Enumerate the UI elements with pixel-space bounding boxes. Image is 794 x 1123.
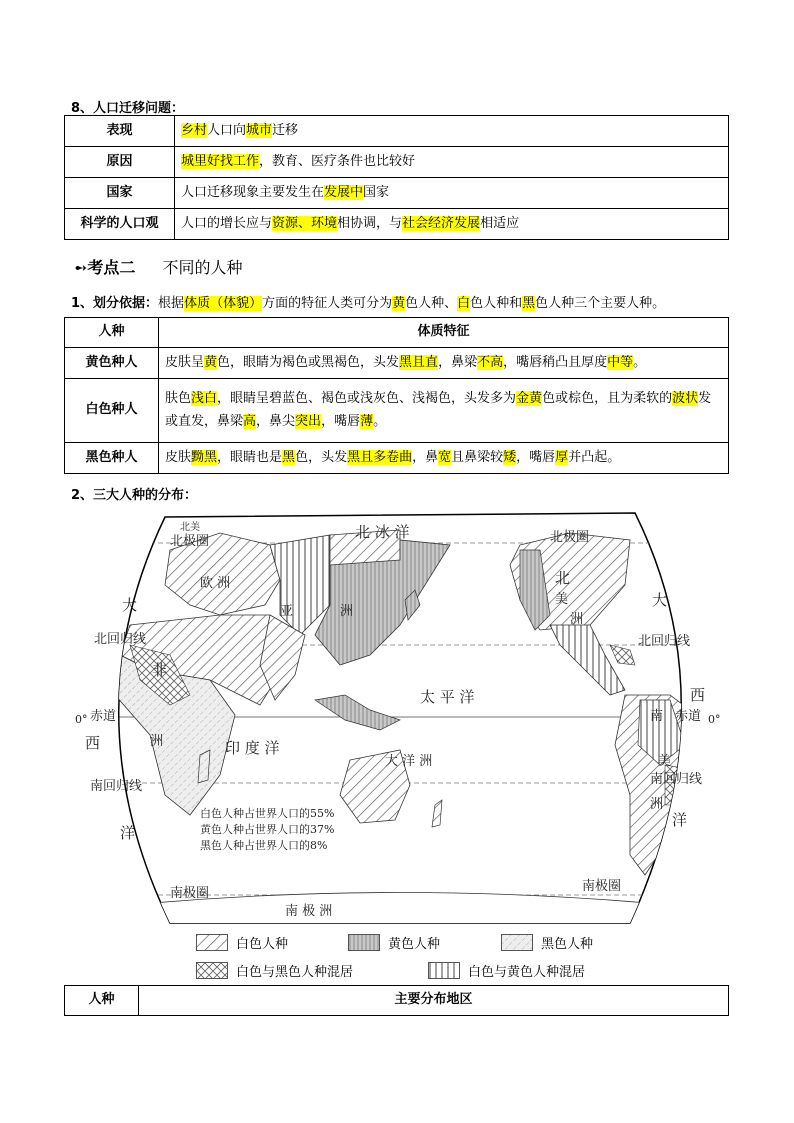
row-value xyxy=(175,116,729,147)
legend-label: 白色与黄色人种混居 xyxy=(468,965,586,980)
legend-black xyxy=(501,933,593,952)
highlighted-text: 城市 xyxy=(246,122,273,138)
table-row xyxy=(65,209,729,240)
highlighted-text: 体质（体貌） xyxy=(184,296,263,311)
label-da-left: 大 xyxy=(122,596,138,614)
label-sa-nan: 南 xyxy=(650,709,664,724)
section-title: 考点二 xyxy=(87,258,136,277)
world-race-map xyxy=(70,505,730,930)
text-segment: 皮肤 xyxy=(165,449,192,465)
label-na-mei: 美 xyxy=(555,592,569,607)
highlighted-text: 厚 xyxy=(555,449,569,465)
text-segment: ，眼睛呈碧蓝色、褐色或浅灰色、浅褐色，头发多为 xyxy=(217,390,517,406)
legend-white-black xyxy=(196,961,353,980)
race-label: 黄色种人 xyxy=(65,348,159,379)
text-segment: ，嘴唇稍凸且厚度 xyxy=(503,354,608,370)
label-tropic-s-left: 南回归线 xyxy=(90,779,143,794)
stat-white: 白色人种占世界人口的55% xyxy=(200,807,335,820)
table-row xyxy=(65,116,729,147)
section-heading xyxy=(74,255,243,278)
highlighted-text: 黑且多卷曲 xyxy=(347,449,413,465)
row-value xyxy=(175,147,729,178)
highlighted-text: 黄 xyxy=(204,354,218,370)
race-traits xyxy=(159,348,729,379)
highlighted-text: 黑 xyxy=(522,296,536,311)
text-segment: ，教育、医疗条件也比较好 xyxy=(259,153,416,169)
legend-white xyxy=(196,933,288,952)
label-zero-left: 0° xyxy=(75,713,88,726)
race-label: 黑色种人 xyxy=(65,443,159,474)
highlighted-text: 金黄 xyxy=(516,390,543,406)
legend-yellow xyxy=(348,933,440,952)
legend-white-yellow xyxy=(428,961,585,980)
table-row xyxy=(65,147,729,178)
label-tropic-n-left: 北回归线 xyxy=(94,632,147,647)
highlighted-text: 薄 xyxy=(360,413,374,429)
distribution-heading: 2、三大人种的分布： xyxy=(71,488,198,503)
label-tropic-s-right: 南回归线 xyxy=(650,772,703,787)
highlighted-text: 城里好找工作 xyxy=(181,153,260,169)
race-traits xyxy=(159,379,729,443)
arrow-icon: ➻ xyxy=(74,258,88,277)
label-antarctica: 南 极 洲 xyxy=(285,904,333,919)
dist-header-region: 主要分布地区 xyxy=(139,986,729,1016)
text-segment: 肤色 xyxy=(165,390,192,406)
section-subtitle: 不同的人种 xyxy=(162,258,243,277)
highlighted-text: 白 xyxy=(457,296,471,311)
highlighted-text: 社会经济发展 xyxy=(402,215,481,231)
swatch-white-yellow-icon xyxy=(428,962,460,979)
label-zero-right: 0° xyxy=(708,713,721,726)
text-segment: 人口向 xyxy=(207,122,247,138)
stat-black: 黑色人种占世界人口的8% xyxy=(200,839,328,852)
label-asia-ya: 亚 xyxy=(280,604,294,619)
text-segment: 相协调，与 xyxy=(337,215,403,231)
legend-label: 白色人种 xyxy=(236,937,289,952)
label-na-top: 北美 xyxy=(180,522,200,533)
table-row xyxy=(65,178,729,209)
races-header-traits: 体质特征 xyxy=(159,318,729,348)
label-sa-mei: 美 xyxy=(658,754,672,769)
row-label: 原因 xyxy=(65,147,175,178)
swatch-yellow-icon xyxy=(348,934,380,951)
text-segment: ，嘴唇 xyxy=(321,413,361,429)
label-equator-right: 赤道 xyxy=(675,709,702,724)
text-segment: 色，头发 xyxy=(295,449,348,465)
label-africa-zhou: 洲 xyxy=(150,734,164,749)
text-segment: 相适应 xyxy=(480,215,520,231)
legend-label: 黄色人种 xyxy=(388,937,441,952)
text-segment: 根据 xyxy=(158,296,185,311)
row-label: 国家 xyxy=(65,178,175,209)
label-arctic-circle-right: 北极圈 xyxy=(550,530,590,545)
text-segment: 国家 xyxy=(363,184,390,200)
swatch-black-icon xyxy=(501,934,533,951)
label-equator-left: 赤道 xyxy=(90,709,117,724)
text-segment: 色人种、 xyxy=(405,296,458,311)
label-arctic-circle-left: 北极圈 xyxy=(170,534,210,549)
text-segment: 方面的特征人类可分为 xyxy=(262,296,393,311)
row-label: 科学的人口观 xyxy=(65,209,175,240)
races-table xyxy=(64,317,729,474)
text-segment: 且鼻梁较 xyxy=(451,449,504,465)
highlighted-text: 黄 xyxy=(392,296,406,311)
highlighted-text: 波状 xyxy=(672,390,699,406)
label-asia-zhou: 洲 xyxy=(340,604,354,619)
highlighted-text: 发展中 xyxy=(324,184,364,200)
row-value xyxy=(175,178,729,209)
label-yang-right: 洋 xyxy=(672,811,688,829)
highlighted-text: 乡村 xyxy=(181,122,208,138)
highlighted-text: 突出 xyxy=(295,413,322,429)
label-sa-zhou: 洲 xyxy=(650,797,664,812)
races-header-race: 人种 xyxy=(65,318,159,348)
text-segment: 迁移 xyxy=(272,122,299,138)
row-label: 表现 xyxy=(65,116,175,147)
text-segment: 。 xyxy=(633,354,647,370)
distribution-table xyxy=(64,985,729,1016)
label-arctic-ocean: 北 冰 洋 xyxy=(355,523,410,541)
text-segment: 人口迁移现象主要发生在 xyxy=(181,184,325,200)
row-value xyxy=(175,209,729,240)
label-europe: 欧 洲 xyxy=(200,576,231,591)
label-na-zhou: 洲 xyxy=(570,612,584,627)
text-segment: 色或棕色，且为柔软的 xyxy=(542,390,673,406)
text-segment: 人口的增长应与 xyxy=(181,215,273,231)
race-traits xyxy=(159,443,729,474)
text-segment: 色，眼睛为褐色或黑褐色，头发 xyxy=(217,354,400,370)
swatch-white-black-icon xyxy=(196,962,228,979)
text-segment: 发或直发，鼻梁 xyxy=(165,390,712,429)
text-segment: 并凸起。 xyxy=(568,449,621,465)
label-west-right: 西 xyxy=(690,686,706,704)
label-da-right: 大 xyxy=(652,591,668,609)
label-antarctic-right: 南极圈 xyxy=(582,879,622,894)
text-segment: ，鼻梁 xyxy=(438,354,478,370)
text-segment: 。 xyxy=(373,413,387,429)
text-segment: 色人种和 xyxy=(470,296,523,311)
basis-line xyxy=(71,292,665,311)
text-segment: ，鼻尖 xyxy=(256,413,296,429)
label-west-left: 西 xyxy=(85,734,101,752)
migration-heading: 8、人口迁移问题： xyxy=(71,101,185,116)
label-na-bei: 北 xyxy=(555,569,571,587)
text-segment: ，鼻 xyxy=(412,449,439,465)
map-legend xyxy=(196,933,736,983)
highlighted-text: 矮 xyxy=(503,449,517,465)
legend-label: 白色与黑色人种混居 xyxy=(236,965,354,980)
highlighted-text: 黑 xyxy=(282,449,296,465)
dist-header-race: 人种 xyxy=(65,986,139,1016)
highlighted-text: 不高 xyxy=(477,354,504,370)
swatch-white-icon xyxy=(196,934,228,951)
basis-text xyxy=(158,296,665,311)
stat-yellow: 黄色人种占世界人口的37% xyxy=(200,823,335,836)
label-indian-ocean: 印 度 洋 xyxy=(225,739,280,757)
highlighted-text: 高 xyxy=(243,413,257,429)
table-row xyxy=(65,379,729,443)
text-segment: 皮肤呈 xyxy=(165,354,205,370)
highlighted-text: 中等 xyxy=(607,354,634,370)
label-pacific: 太 平 洋 xyxy=(420,688,475,706)
highlighted-text: 宽 xyxy=(438,449,452,465)
basis-prefix: 1、划分依据： xyxy=(71,296,159,311)
label-antarctic-left: 南极圈 xyxy=(170,886,210,901)
highlighted-text: 黝黑 xyxy=(191,449,218,465)
label-oceania: 大 洋 洲 xyxy=(385,754,433,769)
label-tropic-n-right: 北回归线 xyxy=(638,634,691,649)
table-row xyxy=(65,348,729,379)
highlighted-text: 黑且直 xyxy=(399,354,439,370)
text-segment: ，眼睛也是 xyxy=(217,449,283,465)
text-segment: ，嘴唇 xyxy=(516,449,556,465)
text-segment: 色人种三个主要人种。 xyxy=(535,296,666,311)
migration-table xyxy=(64,115,729,240)
legend-label: 黑色人种 xyxy=(541,937,594,952)
label-yang-left: 洋 xyxy=(120,824,136,842)
table-row xyxy=(65,443,729,474)
label-africa-fei: 非 xyxy=(152,661,168,679)
highlighted-text: 资源、环境 xyxy=(272,215,338,231)
race-label: 白色种人 xyxy=(65,379,159,443)
highlighted-text: 浅白 xyxy=(191,390,218,406)
